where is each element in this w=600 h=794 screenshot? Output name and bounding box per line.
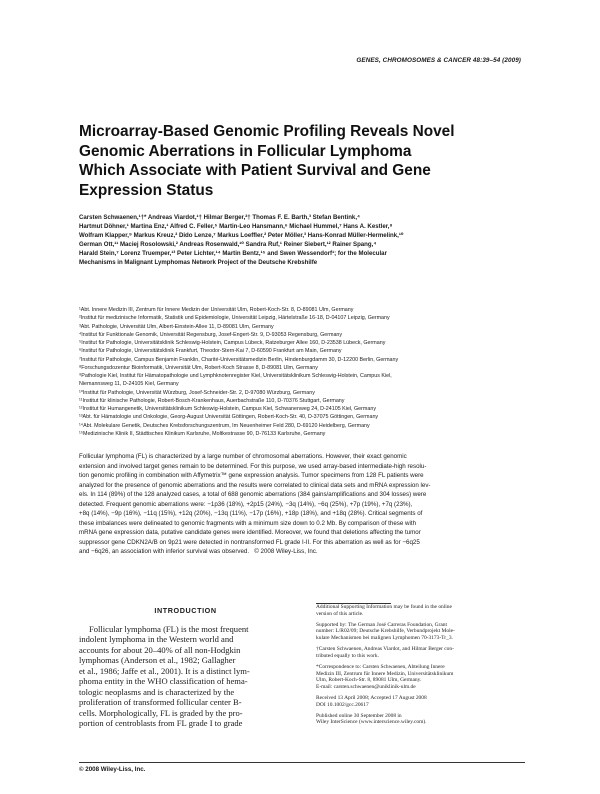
article-title (79, 122, 519, 200)
footnote-line: tributed equally to this work. (316, 652, 379, 659)
footnote-line: †Carsten Schwaenen, Andreas Viardot, and Hilmar Berger con- (316, 646, 454, 653)
footnote-funding (316, 622, 526, 642)
footnote-line: Additional Supporting Information may be found in the online (316, 604, 452, 610)
affiliation-line: ¹⁵Medizinische Klinik II, Städtisches Klinikum Karlsruhe, Moltkestrasse 90, D-76133 Karlsruhe, Germany (79, 430, 326, 437)
affiliation-line: ⁹Pathologie Kiel, Institut für Hämatopathologie und Lymphknotenregister Kiel, Universitätsklinikum Schleswig-Holstein, Campus Kiel, (79, 373, 392, 379)
abstract-line: and −6q26, an association with inferior survival was observed. (79, 548, 250, 556)
affiliation-line: ¹²Institut für Humangenetik, Universitätsklinikum Schleswig-Holstein, Campus Kiel, Schwanenweg 24, D-24105 Kiel, Germany (79, 406, 377, 412)
affiliation-line: ⁶Institut für Pathologie, Universitätsklinik Frankfurt, Theodor-Stern-Kai 7, D-60590 Frankfurt am Main, Germany (79, 348, 342, 355)
footnote-email: E-mail: carsten.schwaenen@uniklinik-ulm.de (316, 684, 416, 691)
affiliation-line: ¹¹Institut für klinische Pathologie, Robert-Bosch-Krankenhaus, Auerbachstraße 110, D-70376 Stuttgart, Germany (79, 397, 345, 404)
intro-line: portion of centroblasts from FL grade I to grade (79, 718, 243, 729)
affiliation-line: ⁸Forschungsdozentur Bioinformatik, Universität Ulm, Robert-Koch Strasse 8, D-89081 Ulm, Germany (79, 364, 318, 371)
abstract-copyright: © 2008 Wiley-Liss, Inc. (254, 548, 318, 556)
intro-line: proliferation of transformed follicular center B- (79, 697, 242, 708)
author-line: Hartmut Döhner,¹ Martina Enz,¹ Alfred C. Feller,⁵ Martin-Leo Hansmann,⁶ Michael Hummel,⁷ Hans A. Kestler,⁸ (79, 223, 393, 231)
abstract-line: Follicular lymphoma (FL) is characterized by a large number of chromosomal aberrations. However, their exact genomic (79, 453, 407, 460)
title-line: Genomic Aberrations in Follicular Lymphoma (79, 142, 412, 160)
abstract-line: analyzed for the presence of genomic aberrations and the results were correlated to clinical data sets and mRNA expression lev- (79, 481, 431, 489)
footnote-supporting-info (316, 604, 526, 618)
footnote-line: Medizin III, Zentrum für Innere Medizin, Universitätsklinikum (316, 670, 454, 677)
intro-line: Follicular lymphoma (FL) is the most frequent (89, 624, 249, 634)
affiliation-line: ²Institut für medizinische Informatik, Statistik und Epidemiologie, Universität Leipzig, Härtelstraße 16-18, D-04107 Leipzig, Germany (79, 315, 390, 322)
footnote-dates (316, 695, 526, 709)
footnote-line: Supported by: The German José Carreras Foundation, Grant (316, 621, 447, 628)
footnote-line: Received 13 April 2008; Accepted 17 August 2008 (316, 695, 427, 701)
footnote-line: Wiley InterScience (www.interscience.wiley.com). (316, 719, 427, 726)
author-line: Wolfram Klapper,⁹ Markus Kreuz,² Dido Lenze,⁷ Markus Loeffler,² Peter Möller,³ Hans-Konrad Müller-Hermelink,¹⁰ (79, 232, 404, 240)
footnote-published (316, 713, 526, 727)
footnote-line: kulare Mechanismen bei malignen Lymphomen 70-3173-Tr_3. (316, 635, 453, 642)
title-line: Which Associate with Patient Survival and Gene (79, 162, 431, 180)
footnote-line: *Correspondence to: Carsten Schwaenen, Abteilung Innere (316, 663, 445, 670)
affiliation-list (79, 306, 525, 438)
affiliation-line: Niemannsweg 11, D-24105 Kiel, Germany (79, 381, 179, 388)
footnote-line: Published online 30 September 2008 in (316, 712, 402, 719)
footer-copyright: © 2008 Wiley-Liss, Inc. (79, 766, 146, 773)
affiliation-line: ¹⁴Abt. Molekulare Genetik, Deutsches Krebsforschungszentrum, Im Neuenheimer Feld 280, D-69120 Heidelberg, Germany (79, 422, 370, 429)
footnote-line: version of this article. (316, 610, 364, 617)
intro-line: tologic neoplasms and is characterized by the (79, 686, 235, 697)
affiliation-line: ⁴Institut für Funktionale Genomik, Universität Regensburg, Josef-Engert-Str. 9, D-93053 Regensburg, Germany (79, 331, 343, 338)
footnotes (316, 604, 526, 726)
intro-line: et al., 1986; Jaffe et al., 2001). It is a distinct lym- (79, 665, 250, 676)
journal-header: GENES, CHROMOSOMES & CANCER 48:39–54 (2009) (356, 57, 521, 64)
affiliation-line: ¹⁰Institut für Pathologie, Universität Würzburg, Josef-Schneider-Str. 2, D-97080 Würzburg, Germany (79, 389, 315, 396)
abstract-line: suppressor gene CDKN2A/B on 9p21 were detected in nontransformed FL grade I-II. For this aberration as well as for −6q25 (79, 538, 420, 546)
intro-line: cells. Morphologically, FL is graded by the pro- (79, 707, 243, 718)
footnote-line: number: L/R02/09; Deutsche Krebshilfe, Verbundprojekt Mole- (316, 628, 455, 635)
affiliation-line: ⁵Institut für Pathologie, Universitätsklinik Schleswig-Holstein, Campus Lübeck, Ratzeburger Allee 160, D-23538 Lübeck, Germany (79, 340, 386, 346)
title-line: Expression Status (79, 181, 214, 199)
page-footer-divider (79, 762, 525, 763)
intro-line: phoma entity in the WHO classification of hema- (79, 676, 248, 687)
author-line: Carsten Schwaenen,¹†* Andreas Viardot,¹† Hilmar Berger,²† Thomas F. E. Barth,³ Stefan Bentink,⁴ (79, 214, 361, 221)
affiliation-line: ⁷Institut für Pathologie, Campus Benjamin Franklin, Charité-Universitätsmedizin Berlin, Hindenburgdamm 30, D-12200 Berlin, Germany (79, 356, 399, 363)
intro-line: accounts for about 20–40% of all non-Hodgkin (79, 644, 241, 655)
affiliation-line: ³Abt. Pathologie, Universität Ulm, Albert-Einstein-Allee 11, D-89081 Ulm, Germany (79, 323, 274, 330)
intro-line: lymphomas (Anderson et al., 1982; Gallagher (79, 655, 236, 666)
abstract-line: these imbalances were delineated to genomic fragments with a minimum size down to 0.2 Mb. By comparison of these with (79, 519, 417, 527)
title-line: Microarray-Based Genomic Profiling Reveals Novel (79, 123, 455, 140)
affiliation-line: ¹³Abt. für Hämatologie und Onkologie, Georg-August Universität Göttingen, Robert-Koch-Str. 40, D-37075 Göttingen, Germany (79, 414, 379, 421)
abstract-line: tion genomic profiling in combination with Affymetrix™ gene expression analysis. Tumor specimens from 128 FL patients were (79, 472, 424, 480)
footnote-equal-contribution (316, 646, 526, 660)
introduction-text (79, 624, 292, 729)
abstract (79, 452, 525, 557)
intro-line: indolent lymphoma in the Western world and (79, 634, 234, 645)
footnote-line: Ulm, Robert-Koch-Str. 8, 89081 Ulm, Germany. (316, 677, 422, 684)
abstract-line: +8q (14%), −9p (16%), −11q (15%), +12q (20%), −13q (11%), −17p (16%), +18p (18%), and +18q (28%). Critical segments of (79, 510, 423, 518)
abstract-line: els. In 114 (89%) of the 128 analyzed cases, a total of 688 genomic aberrations (384 gains/amplifications and 304 losses) were (79, 491, 427, 499)
section-heading-introduction: INTRODUCTION (154, 606, 217, 615)
author-line: Harald Stein,⁷ Lorenz Truemper,¹³ Peter Lichter,¹⁴ Martin Bentz,¹⁵ and Swen Wessendorf¹; for the Molecular (79, 250, 387, 258)
author-line: German Ott,¹¹ Maciej Rosolowski,² Andreas Rosenwald,¹⁰ Sandra Ruf,¹ Reiner Siebert,¹² Rainer Spang,⁴ (79, 241, 377, 249)
footnote-doi: DOI 10.1002/gcc.20617 (316, 701, 369, 708)
abstract-line: mRNA gene expression data, putative candidate genes were identified. Moreover, we found that deletions affecting the tumor (79, 529, 421, 537)
abstract-line: detected. Frequent genomic aberrations were: −1p36 (18%), +2p15 (24%), −3q (14%), −6q (25%), +7p (19%), +7q (23%), (79, 500, 413, 508)
affiliation-line: ¹Abt. Innere Medizin III, Zentrum für Innere Medizin der Universität Ulm, Robert-Koch-Str. 8, D-89081 Ulm, Germany (79, 307, 354, 313)
author-line: Mechanisms in Malignant Lymphomas Network Project of the Deutsche Krebshilfe (79, 259, 318, 267)
author-list (79, 213, 525, 267)
footnote-correspondence (316, 664, 526, 691)
abstract-line-last (79, 547, 525, 557)
abstract-line: extension and involved target genes remain to be determined. For this purpose, we used array-based intermediate-high resolu- (79, 462, 427, 470)
